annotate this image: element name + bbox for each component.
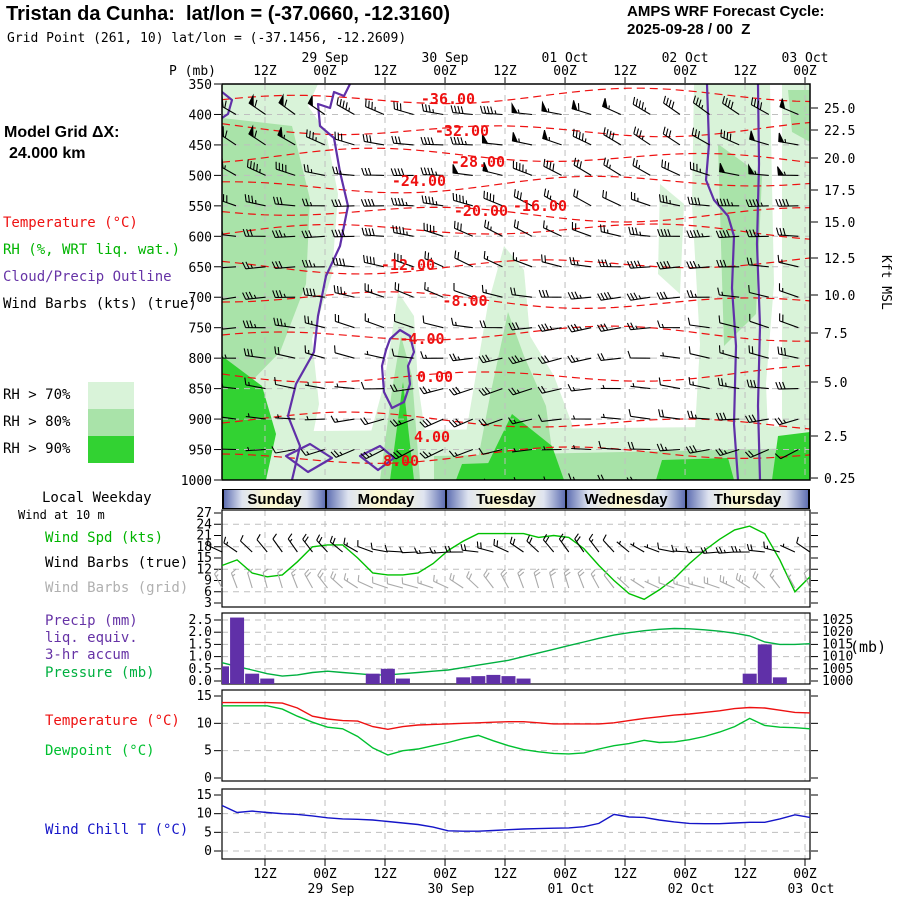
svg-text:-4.00: -4.00: [399, 330, 445, 348]
svg-text:29 Sep: 29 Sep: [307, 882, 355, 897]
svg-text:P (mb): P (mb): [169, 64, 216, 79]
temperature-legend: Temperature (°C): [45, 713, 180, 729]
svg-text:30 Sep: 30 Sep: [421, 51, 469, 66]
model-grid-label: Model Grid ΔX:: [4, 124, 120, 141]
svg-text:29 Sep: 29 Sep: [301, 51, 349, 66]
svg-text:18: 18: [196, 539, 212, 555]
wind-barbs-true-legend: Wind Barbs (true): [45, 555, 189, 571]
svg-text:-32.00: -32.00: [434, 122, 490, 140]
day-cell-monday: Monday: [325, 490, 445, 508]
svg-text:450: 450: [188, 138, 212, 154]
surface-wind-panel: [196, 506, 818, 611]
svg-text:1005: 1005: [822, 661, 854, 677]
svg-text:12Z: 12Z: [733, 867, 757, 882]
svg-text:02 Oct: 02 Oct: [667, 882, 715, 897]
svg-text:900: 900: [188, 413, 212, 429]
svg-text:12Z: 12Z: [253, 64, 277, 79]
svg-text:0.25: 0.25: [824, 472, 856, 488]
kft-axis-label: Kft MSL: [878, 255, 893, 310]
svg-text:12.5: 12.5: [824, 252, 856, 268]
svg-text:-24.00: -24.00: [391, 172, 447, 190]
svg-text:550: 550: [188, 199, 212, 215]
model-grid-value: 24.000 km: [9, 145, 86, 162]
svg-text:00Z: 00Z: [793, 867, 817, 882]
svg-text:24: 24: [196, 517, 212, 533]
svg-text:15: 15: [196, 788, 212, 803]
temp-dew-panel: [196, 689, 818, 786]
wind-spd-legend: Wind Spd (kts): [45, 530, 164, 546]
day-cell-tuesday: Tuesday: [445, 490, 565, 508]
wind-barbs-grid-legend: Wind Barbs (grid): [45, 580, 189, 596]
legend-item-0: Temperature (°C): [3, 215, 138, 231]
svg-text:12Z: 12Z: [613, 64, 637, 79]
svg-text:1020: 1020: [822, 625, 854, 641]
svg-text:-20.00: -20.00: [453, 202, 509, 220]
svg-text:-8.00: -8.00: [442, 292, 488, 310]
wind-chill-legend: Wind Chill T (°C): [45, 822, 189, 838]
svg-text:01 Oct: 01 Oct: [547, 882, 595, 897]
svg-text:0: 0: [204, 771, 212, 786]
svg-text:00Z: 00Z: [673, 64, 697, 79]
svg-text:-12.00: -12.00: [380, 256, 436, 274]
dewpoint-legend: Dewpoint (°C): [45, 743, 155, 759]
bottom-time-axis: [253, 859, 834, 897]
svg-text:00Z: 00Z: [553, 867, 577, 882]
svg-text:3: 3: [204, 596, 212, 611]
svg-text:1025: 1025: [822, 613, 854, 628]
svg-text:-16.00: -16.00: [512, 197, 568, 215]
svg-text:12Z: 12Z: [373, 64, 397, 79]
svg-text:9: 9: [204, 573, 212, 589]
svg-text:15: 15: [196, 551, 212, 566]
forecast-cycle-label: AMPS WRF Forecast Cycle:: [627, 3, 825, 20]
svg-text:2.5: 2.5: [824, 430, 848, 446]
svg-text:-28.00: -28.00: [450, 153, 506, 171]
precip-label-1: Precip (mm): [45, 613, 138, 629]
svg-text:10: 10: [196, 806, 212, 822]
svg-text:00Z: 00Z: [433, 64, 457, 79]
day-cell-wednesday: Wednesday: [565, 490, 685, 508]
svg-text:400: 400: [188, 108, 212, 124]
svg-text:7.5: 7.5: [824, 327, 848, 343]
svg-text:850: 850: [188, 382, 212, 398]
svg-text:-36.00: -36.00: [420, 90, 476, 108]
svg-text:1015: 1015: [822, 637, 854, 653]
svg-text:12: 12: [196, 562, 212, 578]
svg-text:17.5: 17.5: [824, 184, 856, 200]
svg-text:1000: 1000: [822, 674, 854, 689]
mb-axis-label: (mb): [850, 638, 887, 656]
svg-text:600: 600: [188, 230, 212, 246]
svg-text:650: 650: [188, 260, 212, 276]
svg-text:00Z: 00Z: [793, 64, 817, 79]
forecast-cycle-datetime: 2025-09-28 / 00 Z: [627, 21, 751, 38]
svg-text:12Z: 12Z: [733, 64, 757, 79]
svg-text:27: 27: [196, 506, 212, 521]
day-cell-sunday: Sunday: [222, 490, 325, 508]
svg-text:12Z: 12Z: [493, 867, 517, 882]
svg-text:500: 500: [188, 169, 212, 185]
pressure-legend: Pressure (mb): [45, 665, 155, 681]
svg-text:10.0: 10.0: [824, 288, 856, 304]
svg-text:1000: 1000: [180, 474, 212, 489]
svg-text:10: 10: [196, 716, 212, 732]
rh-legend-label-0: RH > 70%: [3, 387, 71, 403]
wind-at-10m-label: Wind at 10 m: [18, 508, 105, 522]
legend-item-1: RH (%, WRT liq. wat.): [3, 242, 181, 258]
local-weekday-label: Local Weekday: [42, 490, 152, 506]
svg-text:1.0: 1.0: [188, 649, 212, 665]
svg-text:00Z: 00Z: [673, 867, 697, 882]
svg-text:1010: 1010: [822, 649, 854, 665]
svg-text:700: 700: [188, 291, 212, 307]
surface-wind-barbs-true: [208, 534, 811, 554]
svg-text:12Z: 12Z: [373, 867, 397, 882]
svg-text:02 Oct: 02 Oct: [661, 51, 709, 66]
svg-text:00Z: 00Z: [433, 867, 457, 882]
svg-text:25.0: 25.0: [824, 101, 856, 117]
svg-text:12Z: 12Z: [493, 64, 517, 79]
page-title: Tristan da Cunha: lat/lon = (-37.0660, -12.3160): [6, 3, 451, 25]
svg-text:800: 800: [188, 352, 212, 368]
svg-text:03 Oct: 03 Oct: [781, 51, 829, 66]
svg-text:6: 6: [204, 584, 212, 600]
svg-text:0.5: 0.5: [188, 661, 212, 677]
svg-text:1.5: 1.5: [188, 637, 212, 653]
svg-text:12Z: 12Z: [253, 867, 277, 882]
svg-text:2.0: 2.0: [188, 625, 212, 641]
svg-text:00Z: 00Z: [313, 867, 337, 882]
grid-point-subtitle: Grid Point (261, 10) lat/lon = (-37.1456, -12.2609): [7, 31, 407, 46]
svg-text:950: 950: [188, 443, 212, 459]
svg-text:0.0: 0.0: [188, 674, 212, 689]
legend-item-2: Cloud/Precip Outline: [3, 269, 172, 285]
svg-text:30 Sep: 30 Sep: [427, 882, 475, 897]
svg-text:0.00: 0.00: [416, 368, 454, 386]
svg-text:2.5: 2.5: [188, 613, 212, 628]
rh-legend-label-1: RH > 80%: [3, 414, 71, 430]
svg-text:0: 0: [204, 844, 212, 859]
svg-text:750: 750: [188, 321, 212, 337]
svg-text:4.00: 4.00: [413, 428, 451, 446]
precip-label-3: 3-hr accum: [45, 647, 130, 663]
svg-text:5: 5: [204, 825, 212, 841]
svg-text:5.0: 5.0: [824, 375, 848, 391]
svg-text:01 Oct: 01 Oct: [541, 51, 589, 66]
svg-text:8.00: 8.00: [382, 452, 420, 470]
rh-legend-label-2: RH > 90%: [3, 441, 71, 457]
surface-wind-barbs-grid: [215, 569, 811, 588]
svg-text:20.0: 20.0: [824, 152, 856, 168]
svg-text:350: 350: [188, 78, 212, 93]
day-cell-thursday: Thursday: [685, 490, 810, 508]
precip-label-2: liq. equiv.: [45, 630, 138, 646]
svg-text:15.0: 15.0: [824, 216, 856, 232]
wind-chill-panel: [196, 788, 818, 859]
svg-text:21: 21: [196, 528, 212, 544]
svg-text:22.5: 22.5: [824, 124, 856, 140]
legend-item-3: Wind Barbs (kts) (true): [3, 296, 197, 312]
svg-text:03 Oct: 03 Oct: [787, 882, 835, 897]
svg-text:00Z: 00Z: [313, 64, 337, 79]
svg-text:5: 5: [204, 743, 212, 759]
svg-text:12Z: 12Z: [613, 867, 637, 882]
svg-text:15: 15: [196, 689, 212, 704]
svg-text:00Z: 00Z: [553, 64, 577, 79]
